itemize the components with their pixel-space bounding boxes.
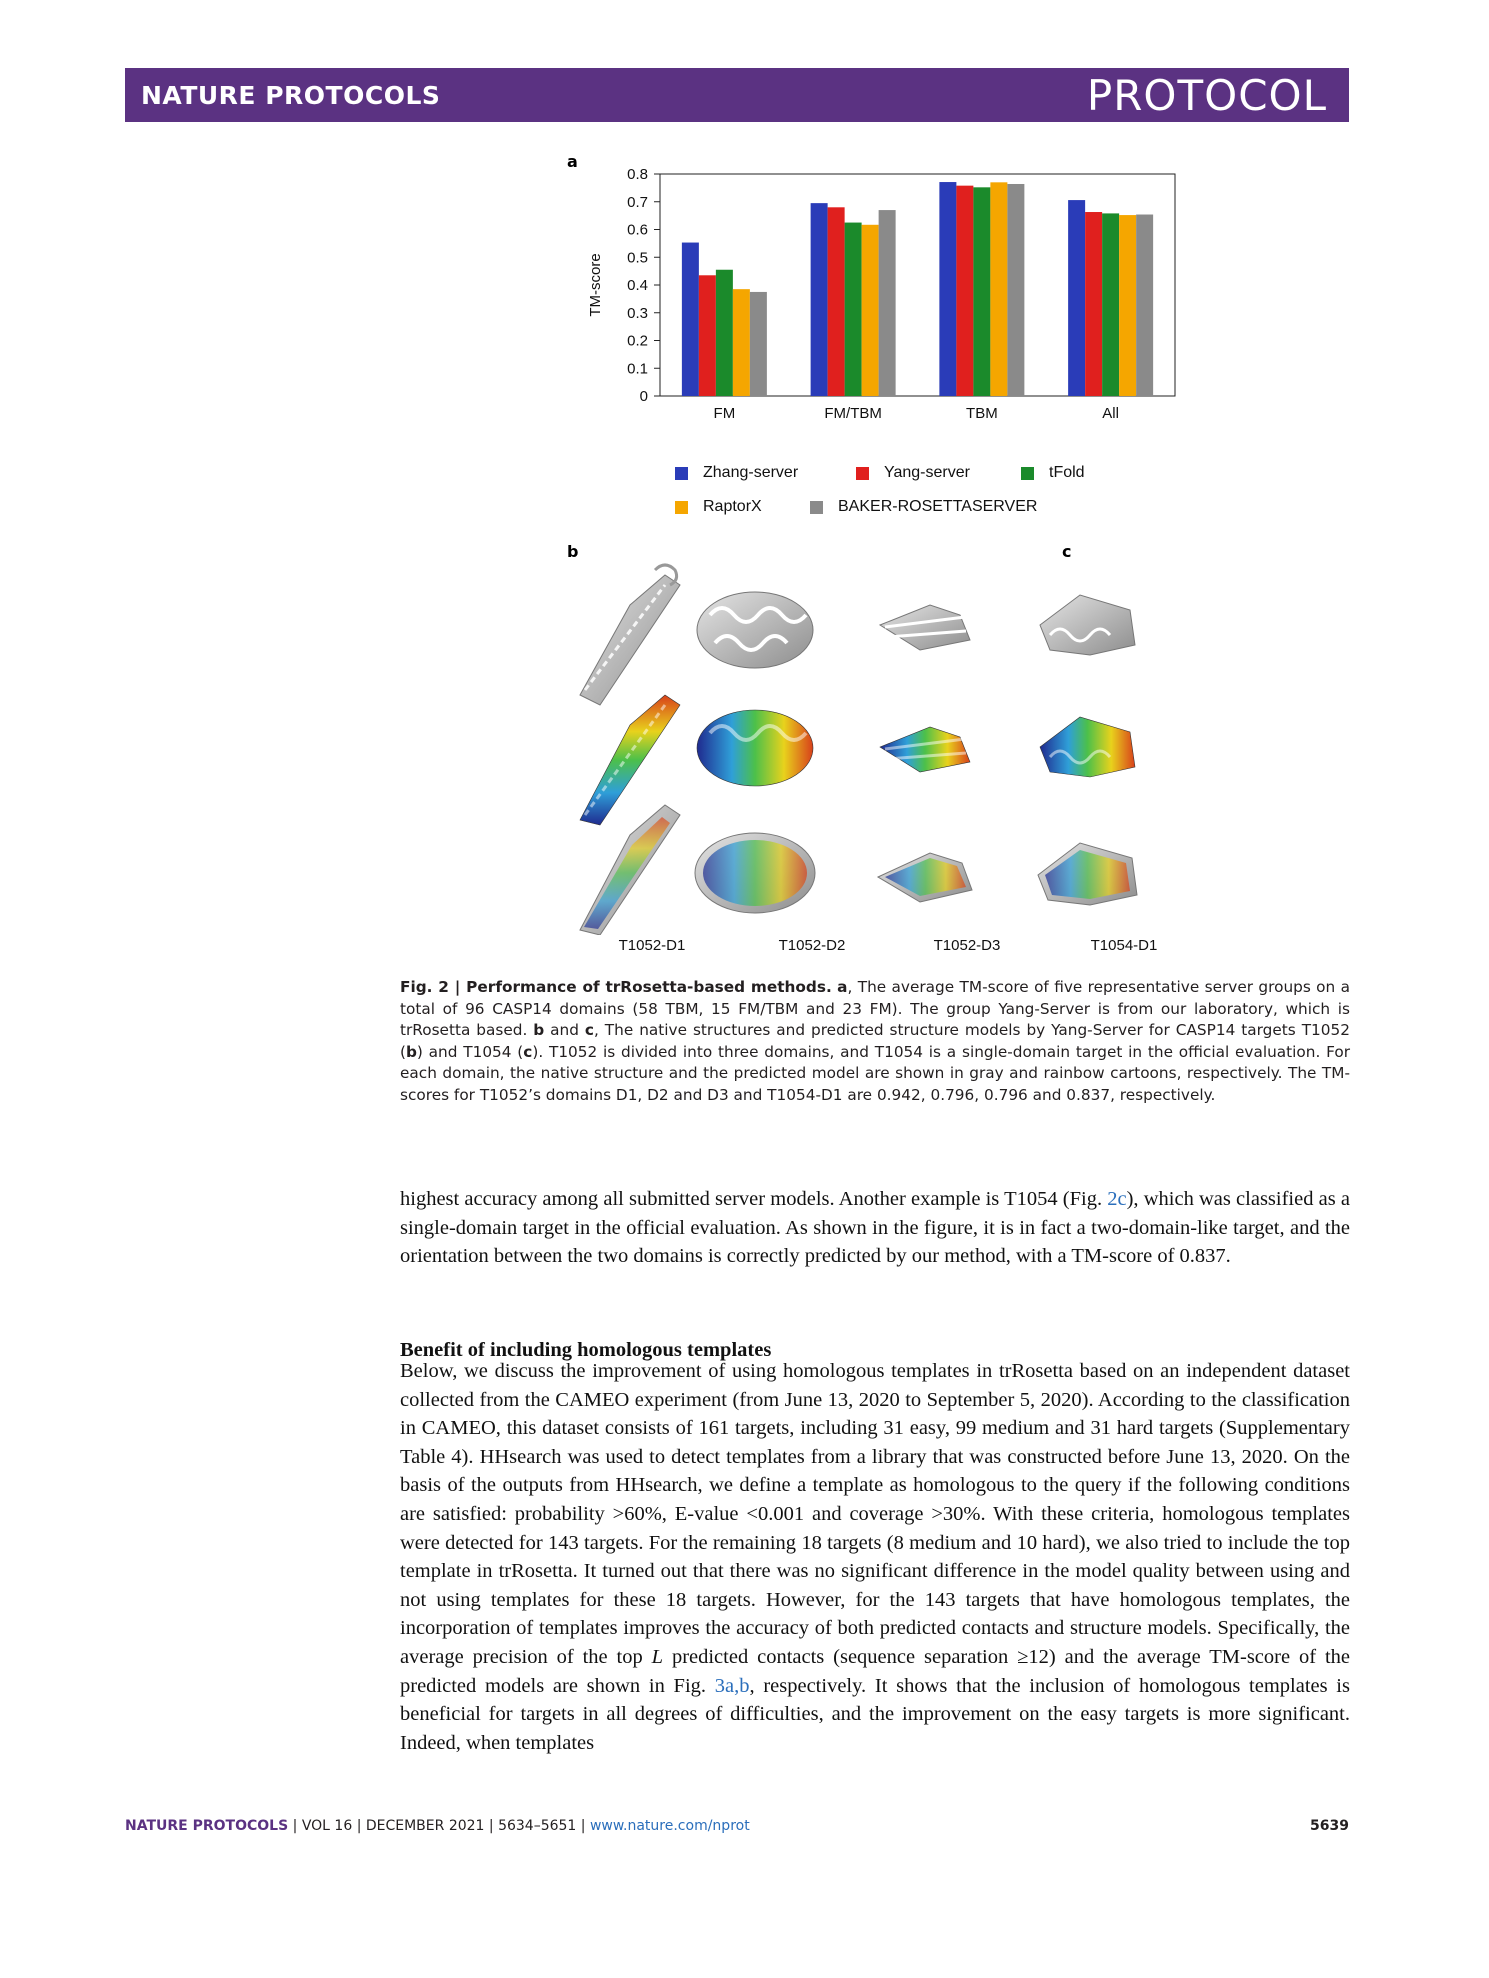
bar (682, 243, 699, 396)
t1054-d1-overlay (1038, 843, 1137, 905)
caption-text-a: , The average TM-score of five representative server groups on a total of 96 CASP14 domains (58 TBM, 15 FM/TBM and 23 FM). The group Yang-Server is from our laboratory, which is trRosetta based. (400, 978, 1350, 1039)
footer-date: DECEMBER 2021 (365, 1818, 485, 1834)
caption-panel-a: a (837, 978, 848, 996)
footer-journal: NATURE PROTOCOLS (125, 1818, 289, 1834)
x-tick-label: FM/TBM (824, 405, 882, 422)
caption-text-bc: , The native structures and predicted structure models by Yang-Server for CASP14 targets T1052 ( (400, 1021, 1350, 1061)
t1052-d2-predicted-model (697, 710, 813, 786)
legend-swatch (675, 501, 688, 514)
legend-label: Yang-server (884, 464, 970, 481)
bar (716, 270, 733, 396)
section-heading: Benefit of including homologous templates (400, 1339, 772, 1361)
caption-lead: Fig. 2 | Performance of trRosetta-based methods. (400, 978, 832, 996)
bar (990, 182, 1007, 396)
legend-label: BAKER-ROSETTASERVER (838, 498, 1038, 515)
legend-swatch (810, 501, 823, 514)
t1052-d3-predicted-model (880, 727, 970, 772)
bar (750, 292, 767, 396)
t1054-d1-native-structure (1040, 595, 1135, 655)
bar (1136, 215, 1153, 396)
bar (699, 275, 716, 396)
bar (939, 182, 956, 396)
y-tick-label: 0.4 (627, 277, 648, 294)
para2-text-b: predicted contacts (sequence separation ≥12) and the average TM-score of the predicted models are shown in Fig. (400, 1645, 1350, 1697)
y-axis-label: TM-score (587, 253, 604, 317)
para2-variable-l: L (651, 1645, 664, 1668)
bar (828, 207, 845, 396)
body-paragraph-1 (400, 1185, 1350, 1271)
caption-text-and: and (544, 1021, 585, 1039)
bar (845, 223, 862, 396)
legend-swatch (675, 467, 688, 480)
footer-sep: | (356, 1818, 362, 1834)
article-type: PROTOCOL (1086, 71, 1327, 120)
caption-panel-c: c (584, 1021, 594, 1039)
legend-item-zhang (675, 464, 798, 482)
panel-c-label: c (1062, 542, 1072, 561)
legend-swatch (856, 467, 869, 480)
bar (1007, 184, 1024, 396)
bar (1068, 200, 1085, 396)
panel-b-label: b (567, 542, 579, 561)
legend-swatch (1021, 467, 1034, 480)
footer-sep: | (580, 1818, 586, 1834)
figure-caption (400, 977, 1350, 1106)
t1052-d1-native-structure (580, 565, 680, 705)
para2-text-a: Below, we discuss the improvement of using homologous templates in trRosetta based on an independent dataset collected from the CAMEO experiment (from June 13, 2020 to September 5, 2020). According to the classification in CAMEO, this dataset consists of 161 targets, including 31 easy, 99 medium and 31 hard targets (Supplementary Table 4). HHsearch was used to detect templates from a library that was constructed before June 13, 2020. On the basis of the outputs from HHsearch, we define a template as homologous to the query if the following conditions are satisfied: probability >60%, E-value <0.001 and coverage >30%. With these criteria, homologous templates were detected for 143 targets. For the remaining 18 targets (8 medium and 10 hard), we also tried to include the top template in trRosetta. It turned out that there was no significant difference in the model quality between using and not using templates for these 18 targets. However, for the 143 targets that have homologous templates, the incorporation of templates improves the accuracy of both predicted contacts and structure models. Specifically, the average precision of the top (400, 1360, 1350, 1668)
domain-label-t1052-d3: T1052-D3 (933, 937, 1001, 954)
domain-label-t1052-d1: T1052-D1 (618, 937, 686, 954)
para2-text-c: , respectively. It shows that the inclusion of homologous templates is beneficial for targets in all degrees of difficulties, and the improvement on the easy targets is more significant. Indeed, when templates (400, 1674, 1350, 1754)
y-tick-label: 0.2 (627, 332, 648, 350)
caption-panel-b: b (533, 1021, 545, 1039)
y-tick-label: 0.5 (627, 249, 648, 267)
t1052-d3-native-structure (880, 605, 970, 650)
page-footer (125, 1818, 1349, 1834)
footer-sep: | (488, 1818, 494, 1834)
journal-header (125, 68, 1349, 122)
footer-volume: VOL 16 (301, 1818, 353, 1834)
bar (1085, 212, 1102, 396)
x-tick-label: FM (713, 405, 736, 422)
tm-score-bar-chart (570, 160, 1190, 430)
panel-a-label: a (567, 152, 578, 171)
fig-2c-link[interactable]: 2c (1107, 1188, 1127, 1210)
domain-label-t1052-d2: T1052-D2 (778, 937, 846, 954)
body-paragraph-2 (400, 1357, 1350, 1757)
caption-panel-b-ref: b (405, 1042, 417, 1061)
footer-pages: 5634–5651 (498, 1818, 577, 1834)
y-tick-label: 0.7 (627, 193, 648, 211)
bar (973, 187, 990, 396)
y-tick-label: 0.6 (627, 221, 648, 239)
domain-label-t1054-d1: T1054-D1 (1090, 937, 1158, 954)
y-tick-label: 0 (639, 388, 648, 405)
bar (1102, 213, 1119, 396)
bar (811, 203, 828, 396)
caption-text-mid: ) and T1054 ( (416, 1042, 524, 1061)
para1-text-b: ), which was classified as a single-domain target in the official evaluation. As shown in the figure, it is in fact a two-domain-like target, and the orientation between the two domains is correctly predicted by our method, with a TM-score of 0.837. (400, 1188, 1350, 1268)
para1-text-a: highest accuracy among all submitted server models. Another example is T1054 (Fig. (400, 1188, 1108, 1210)
journal-name: NATURE PROTOCOLS (141, 81, 441, 110)
t1052-d2-native-structure (697, 592, 813, 668)
protein-structure-renderings (570, 555, 1200, 935)
bar (862, 225, 879, 396)
y-tick-label: 0.3 (627, 304, 648, 322)
caption-panel-c-ref: c (523, 1042, 533, 1061)
legend-item-raptorx (675, 498, 762, 516)
caption-text-end: ). T1052 is divided into three domains, and T1054 is a single-domain target in the official evaluation. For each domain, the native structure and the predicted model are shown in gray and rainbow cartoons, respectively. The TM-scores for T1052’s domains D1, D2 and D3 and T1054-D1 are 0.942, 0.796, 0.796 and 0.837, respectively. (400, 1042, 1351, 1104)
bar (1119, 215, 1136, 396)
bar (733, 289, 750, 396)
fig-3ab-link[interactable]: 3a,b (714, 1674, 750, 1697)
t1052-d2-overlay (695, 833, 815, 913)
footer-sep: | (292, 1818, 298, 1834)
page-number: 5639 (1310, 1818, 1349, 1834)
t1052-d3-overlay (878, 853, 972, 902)
bar (956, 186, 973, 396)
y-tick-label: 0.1 (627, 360, 648, 378)
bar (879, 210, 896, 396)
footer-url-link[interactable]: www.nature.com/nprot (589, 1818, 750, 1834)
t1052-d1-overlay (580, 805, 680, 935)
t1054-d1-predicted-model (1040, 717, 1135, 777)
legend-item-baker (810, 498, 1037, 516)
legend-item-tfold (1021, 464, 1085, 482)
x-tick-label: All (1102, 405, 1119, 422)
chart-legend (675, 464, 1235, 524)
legend-label: Zhang-server (703, 464, 799, 481)
legend-item-yang (856, 464, 970, 482)
y-tick-label: 0.8 (627, 166, 648, 183)
x-tick-label: TBM (966, 405, 998, 422)
legend-label: tFold (1049, 464, 1085, 481)
legend-label: RaptorX (703, 498, 762, 515)
